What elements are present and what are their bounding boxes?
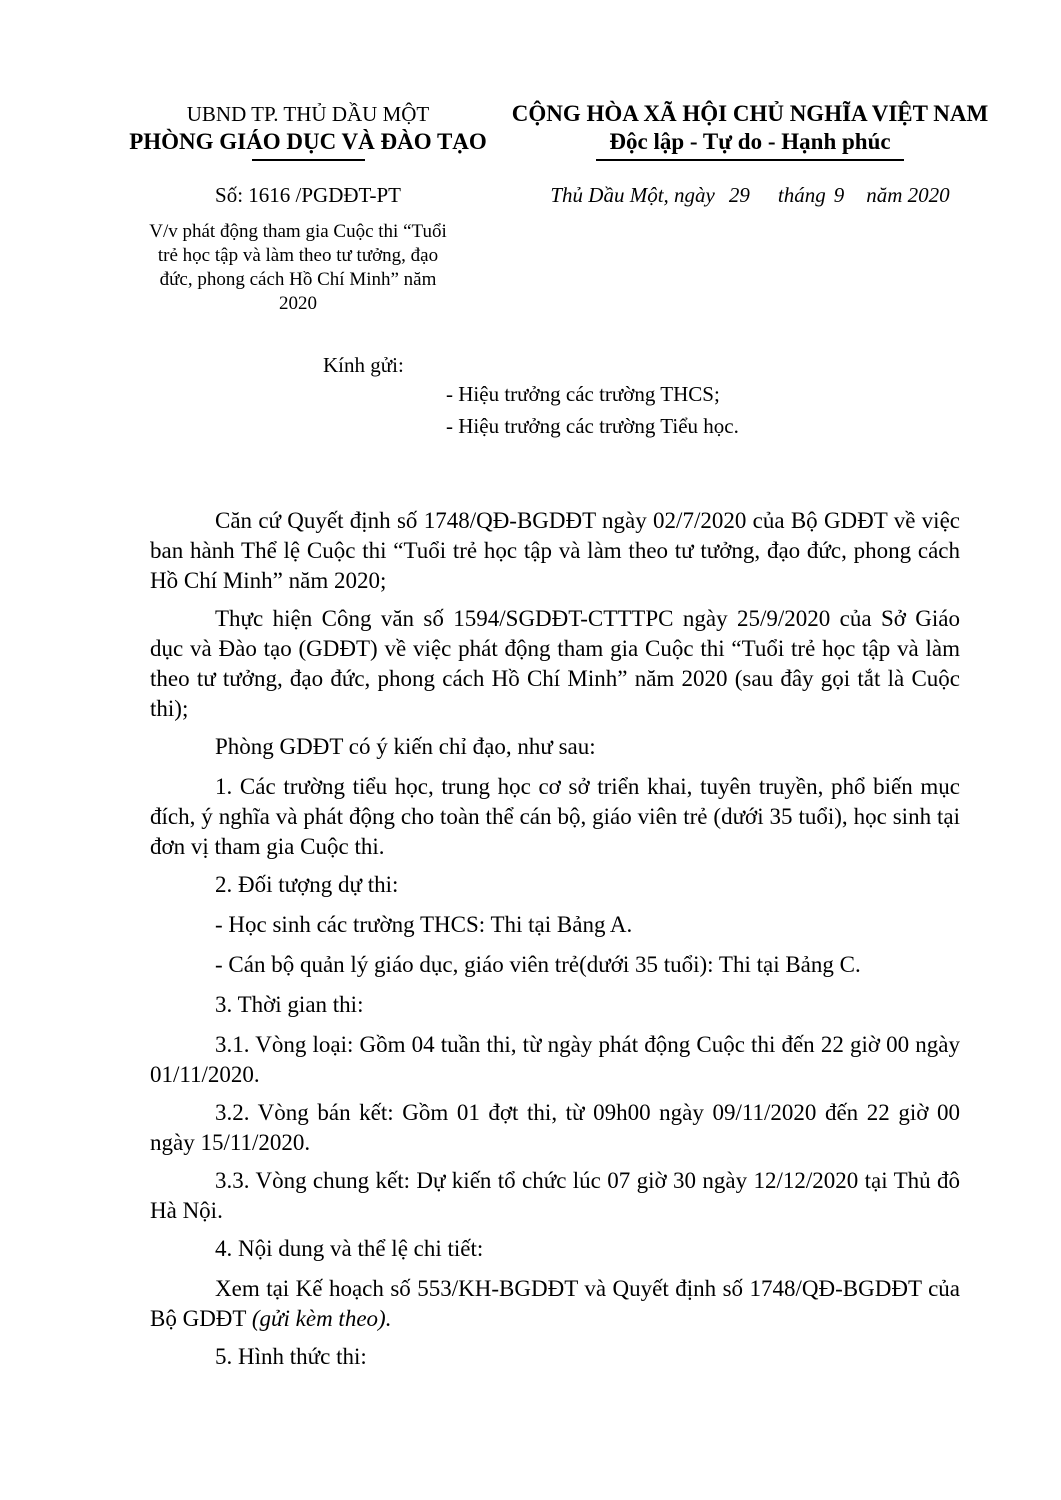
national-header [490,100,1010,161]
document-body [150,506,960,1382]
paragraph-item-3-1: 3.1. Vòng loại: Gồm 04 tuần thi, từ ngày phát động Cuộc thi đến 22 giờ 00 ngày 01/11/2020. [150,1032,960,1087]
department-underline [252,159,365,161]
recipient-item: - Hiệu trưởng các trường THCS; [446,382,720,406]
department-name: PHÒNG GIÁO DỤC VÀ ĐÀO TẠO [129,129,487,154]
motto-underline [596,159,904,161]
date-month-label: tháng [777,183,826,207]
attachment-note: (gửi kèm theo). [251,1306,392,1331]
paragraph-item-3-3: 3.3. Vòng chung kết: Dự kiến tổ chức lúc 07 giờ 30 ngày 12/12/2020 tại Thủ đô Hà Nội. [150,1168,960,1223]
paragraph-item-3-2: 3.2. Vòng bán kết: Gồm 01 đợt thi, từ 09h00 ngày 09/11/2020 đến 22 giờ 00 ngày 15/11/2020. [150,1100,960,1155]
detail-text: Xem tại Kế hoạch số 553/KH-BGDĐT và Quyết định số 1748/QĐ-BGDĐT của Bộ GDĐT [150,1276,960,1331]
paragraph-item-2-c: - Cán bộ quản lý giáo dục, giáo viên trẻ(dưới 35 tuổi): Thi tại Bảng C. [215,952,861,977]
paragraph-directive-intro: Phòng GDĐT có ý kiến chỉ đạo, như sau: [215,734,596,759]
document-subject: V/v phát động tham gia Cuộc thi “Tuổi trẻ học tập và làm theo tư tưởng, đạo đức, phong cách Hồ Chí Minh” năm 2020 [149,221,447,314]
recipient-list [446,378,739,442]
paragraph-item-2: 2. Đối tượng dự thi: [215,872,399,897]
recipient-item: - Hiệu trưởng các trường Tiểu học. [446,414,739,438]
paragraph-legal-basis: Căn cứ Quyết định số 1748/QĐ-BGDĐT ngày 02/7/2020 của Bộ GDĐT về việc ban hành Thể lệ Cuộc thi “Tuổi trẻ học tập và làm theo tư tưởng, đạo đức, phong cách Hồ Chí Minh” năm 2020; [150,508,960,593]
document-number: Số: 1616 /PGDĐT-PT [215,183,401,207]
paragraph-implementation: Thực hiện Công văn số 1594/SGDĐT-CTTTPC ngày 25/9/2020 của Sở Giáo dục và Đào tạo (GDĐT) về việc phát động tham gia Cuộc thi “Tuổi trẻ học tập và làm theo tư tưởng, đạo đức, phong cách Hồ Chí Minh” năm 2020 (sau đây gọi tắt là Cuộc thi); [150,606,960,721]
national-motto: Độc lập - Tự do - Hạnh phúc [609,129,891,154]
org-name: UBND TP. THỦ DẦU MỘT [186,102,430,126]
issuer-header [118,100,498,161]
date-month: 9 [833,183,845,207]
place-date [490,180,1010,210]
greeting: Kính gửi: [323,353,404,377]
paragraph-item-3: 3. Thời gian thi: [215,992,364,1017]
paragraph-item-5: 5. Hình thức thi: [215,1344,367,1369]
date-place: Thủ Dầu Một, ngày [550,183,715,207]
nation-title: CỘNG HÒA XÃ HỘI CHỦ NGHĨA VIỆT NAM [511,101,989,126]
date-day: 29 [728,183,750,207]
paragraph-item-1: 1. Các trường tiểu học, trung học cơ sở triển khai, tuyên truyền, phổ biến mục đích, ý nghĩa và phát động cho toàn thể cán bộ, giáo viên trẻ (dưới 35 tuổi), học sinh tại đơn vị tham gia Cuộc thi. [150,774,960,859]
paragraph-item-4: 4. Nội dung và thể lệ chi tiết: [215,1236,484,1261]
paragraph-item-2-a: - Học sinh các trường THCS: Thi tại Bảng A. [215,912,633,937]
paragraph-item-4-detail [150,1274,960,1334]
date-year: năm 2020 [866,183,950,207]
